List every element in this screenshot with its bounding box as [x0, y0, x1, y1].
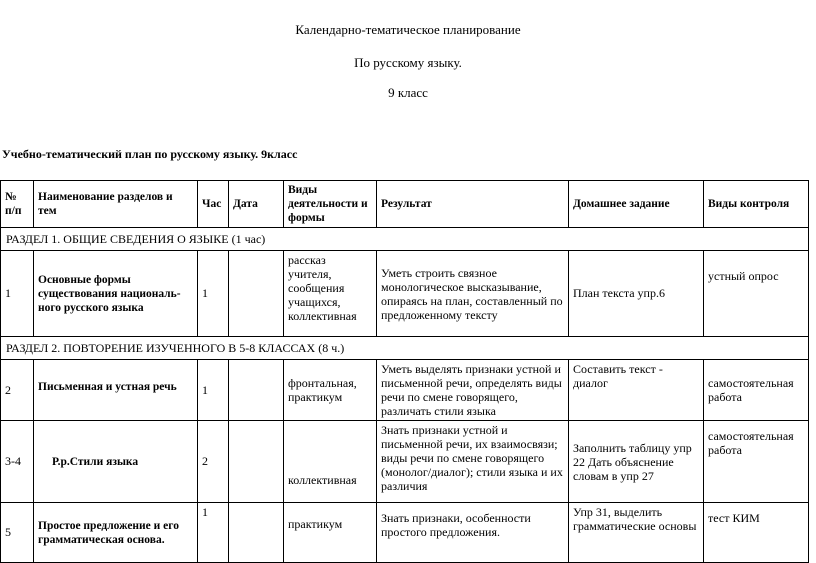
cell-homework: Упр 31, выделить грамматические основы — [569, 503, 704, 563]
doc-grade: 9 класс — [388, 85, 428, 100]
cell-activity: рассказ учителя, сообщения учащихся, коллективная — [284, 251, 377, 337]
doc-title: Календарно-тематическое планирование — [295, 22, 521, 37]
cell-num: 2 — [1, 360, 34, 421]
col-header-homework: Домашнее задание — [569, 181, 704, 228]
cell-topic: Письменная и устная речь — [34, 360, 198, 421]
col-header-hours: Час — [198, 181, 229, 228]
cell-num: 5 — [1, 503, 34, 563]
cell-topic: Основные формы существования националь-ного русского языка — [34, 251, 198, 337]
cell-result: Знать признаки устной и письменной речи, их взаимосвязи; виды речи по смене говорящего (монолог/диалог); стили языка и их различия — [377, 421, 569, 503]
cell-num: 3-4 — [1, 421, 34, 503]
section-row — [1, 228, 809, 251]
cell-date — [229, 421, 284, 503]
cell-result: Уметь выделять признаки устной и письменной речи, определять виды речи по смене говорящего, различать стили языка — [377, 360, 569, 421]
cell-date — [229, 251, 284, 337]
section-title: РАЗДЕЛ 2. ПОВТОРЕНИЕ ИЗУЧЕННОГО В 5-8 КЛАССАХ (8 ч.) — [1, 337, 809, 360]
doc-subject: По русскому языку. — [354, 55, 462, 70]
cell-control: самостоятельная работа — [704, 360, 809, 421]
table-row — [1, 421, 809, 503]
cell-activity: коллективная — [284, 421, 377, 503]
col-header-date: Дата — [229, 181, 284, 228]
col-header-result: Результат — [377, 181, 569, 228]
plan-subtitle: Учебно-тематический план по русскому языку. 9класс — [2, 147, 298, 161]
table-header-row — [1, 181, 809, 228]
cell-result: Уметь строить связное монологическое высказывание, опираясь на план, составленный по предложенному тексту — [377, 251, 569, 337]
cell-activity: фронтальная, практикум — [284, 360, 377, 421]
cell-hours: 1 — [198, 360, 229, 421]
table-row — [1, 251, 809, 337]
cell-control: устный опрос — [704, 251, 809, 337]
col-header-activity: Виды деятельности и формы — [284, 181, 377, 228]
col-header-num: № п/п — [1, 181, 34, 228]
cell-control: тест КИМ — [704, 503, 809, 563]
cell-hours: 1 — [198, 503, 229, 563]
plan-table — [0, 180, 809, 563]
section-row — [1, 337, 809, 360]
cell-hours: 1 — [198, 251, 229, 337]
table-row — [1, 360, 809, 421]
cell-control: самостоятельная работа — [704, 421, 809, 503]
col-header-topic: Наименование разделов и тем — [34, 181, 198, 228]
cell-topic: Простое предложение и его грамматическая основа. — [34, 503, 198, 563]
cell-homework: Заполнить таблицу упр 22 Дать объяснение словам в упр 27 — [569, 421, 704, 503]
col-header-control: Виды контроля — [704, 181, 809, 228]
cell-result: Знать признаки, особенности простого предложения. — [377, 503, 569, 563]
cell-date — [229, 503, 284, 563]
section-title: РАЗДЕЛ 1. ОБЩИЕ СВЕДЕНИЯ О ЯЗЫКЕ (1 час) — [1, 228, 809, 251]
cell-hours: 2 — [198, 421, 229, 503]
cell-homework: Составить текст - диалог — [569, 360, 704, 421]
cell-homework: План текста упр.6 — [569, 251, 704, 337]
table-row — [1, 503, 809, 563]
cell-date — [229, 360, 284, 421]
cell-num: 1 — [1, 251, 34, 337]
cell-activity: практикум — [284, 503, 377, 563]
cell-topic: Р.р.Стили языка — [34, 421, 198, 503]
